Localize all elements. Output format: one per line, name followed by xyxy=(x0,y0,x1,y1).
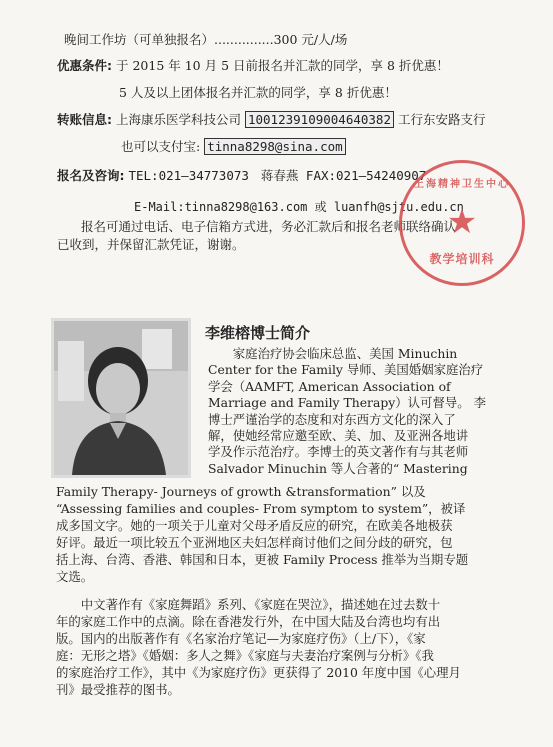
bio-column-text xyxy=(208,346,508,477)
bio-line: 刊》最受推荐的图书。 xyxy=(56,682,180,697)
bio-line: 括上海、台湾、香港、韩国和日本，更被 Family Process 推举为当期专题 xyxy=(56,552,469,567)
alipay-label: 也可以支付宝: xyxy=(121,139,201,154)
stamp-bottom-text: 教学培训科 xyxy=(429,252,495,266)
alipay-row xyxy=(121,139,346,155)
bio-col-line: 家庭治疗协会临床总监、美国 Minuchin xyxy=(232,346,458,361)
transfer-row xyxy=(57,112,485,128)
contact-label: 报名及咨询: xyxy=(57,168,125,183)
bio-paragraph-1 xyxy=(56,483,501,585)
contact-tel: TEL:021—34773073 xyxy=(128,168,249,183)
stamp-star-icon: ★ xyxy=(446,202,478,242)
bio-line: 成多国文字。她的一项关于儿童对父母矛盾反应的研究，在欧美各地极获 xyxy=(56,518,453,533)
bio-col-line: Salvador Minuchin 等人合著的“ Mastering xyxy=(208,460,468,476)
portrait-photo xyxy=(51,318,191,478)
transfer-label: 转账信息: xyxy=(57,112,112,127)
bio-line: 中文著作有《家庭舞蹈》系列、《家庭在哭泣》，描述她在过去数十 xyxy=(80,597,441,612)
bio-paragraph-2 xyxy=(56,596,501,698)
bio-col-line: 解，使她经常应邀至欧、美、加、及亚洲各地讲 xyxy=(208,428,469,444)
contact-row xyxy=(57,168,426,184)
transfer-account-number: 1001239109004640382 xyxy=(245,111,394,128)
discount-label: 优惠条件: xyxy=(57,58,112,73)
bio-col-line: 博士严谨治学的态度和对东西方文化的深入了 xyxy=(208,411,456,427)
contact-person-fax: 蒋春燕 FAX:021—54240907 xyxy=(260,168,427,183)
alipay-account: tinna8298@sina.com xyxy=(204,138,345,155)
bio-col-line: Marriage and Family Therapy）认可督导。 李 xyxy=(208,395,486,411)
discount-text-2: 5 人及以上团体报名并汇款的同学，享 8 折优惠！ xyxy=(119,85,397,100)
stamp-ring-text: 上海精神卫生中心 xyxy=(414,179,510,190)
bio-line: 文选。 xyxy=(56,569,94,584)
bio-line: Family Therapy- Journeys of growth &transformation” 以及 xyxy=(56,484,426,499)
bio-line: 的家庭治疗工作》，其中《为家庭疗伤》更获得了 2010 年度中国《心理月 xyxy=(56,665,461,680)
discount-row xyxy=(57,58,449,74)
discount-text-1: 于 2015 年 10 月 5 日前报名并汇款的同学，享 8 折优惠！ xyxy=(115,58,449,73)
bio-line: 年的家庭工作中的点滴。除在香港发行外，在中国大陆及台湾也均有出 xyxy=(56,614,441,629)
workshop-price-line: 晚间工作坊（可单独报名）...............300 元/人/场 xyxy=(64,32,348,47)
transfer-bank: 工行东安路支行 xyxy=(397,112,486,127)
bio-title: 李维榕博士简介 xyxy=(205,324,311,342)
bio-line: “Assessing families and couples- From symptom to system”，被译 xyxy=(56,501,466,516)
official-seal-stamp xyxy=(399,160,525,286)
notice-line-1: 报名可通过电话、电子信箱方式进，务必汇款后和报名老师联络确认 xyxy=(81,219,457,234)
bio-line: 庭：无形之塔》《婚姻：多人之舞》《家庭与夫妻治疗案例与分析》《我 xyxy=(56,648,434,663)
bio-line: 版。国内的出版著作有《名家治疗笔记—为家庭疗伤》（上/下），《家 xyxy=(56,631,426,646)
notice-line-2: 已收到，并保留汇款凭证，谢谢。 xyxy=(57,237,245,252)
email-line: E-Mail:tinna8298@163.com 或 luanfh@sjtu.edu.cn xyxy=(134,200,464,214)
bio-col-line: 学及作示范治疗。李博士的英文著作有与其老师 xyxy=(208,444,469,460)
bio-line: 好评。最近一项比较五个亚洲地区夫妇怎样商讨他们之间分歧的研究，包 xyxy=(56,535,453,550)
transfer-company: 上海康乐医学科技公司 xyxy=(115,112,241,127)
bio-col-line: Center for the Family 导师、美国婚姻家庭治疗 xyxy=(208,362,484,378)
bio-col-line: 学会（AAMFT, American Association of xyxy=(208,378,451,394)
